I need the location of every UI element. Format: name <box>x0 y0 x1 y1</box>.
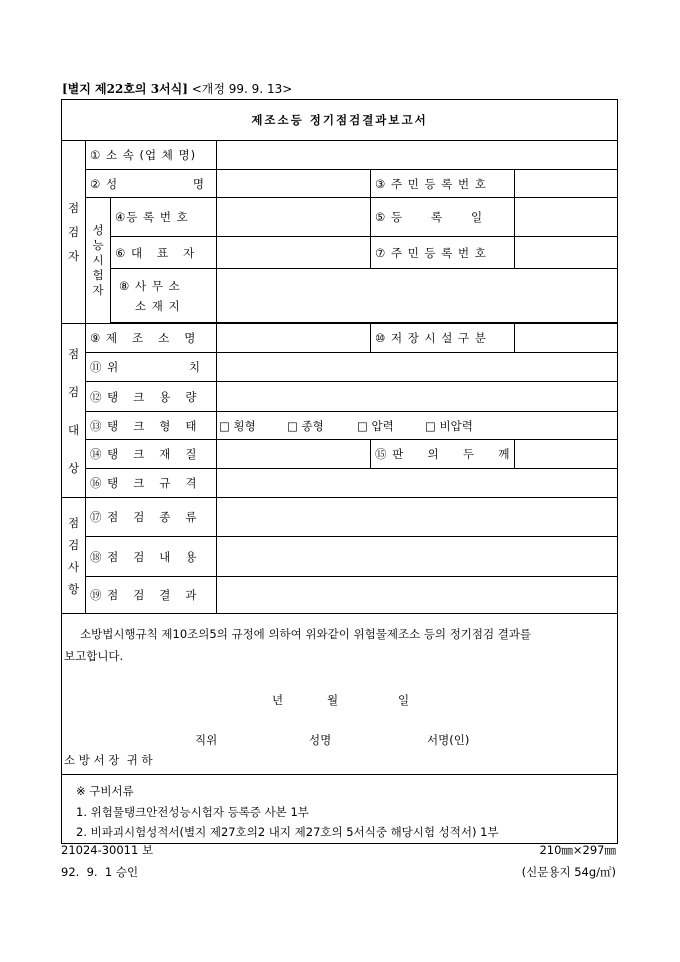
attachment-item-1: 1. 위험물탱크안전성능시험자 등록증 사본 1부 <box>76 805 309 819</box>
attachments-title: ※ 구비서류 <box>76 784 134 798</box>
date-month: 월 <box>327 693 339 707</box>
rep-resident-no-field[interactable] <box>515 237 618 269</box>
checkbox-horizontal[interactable]: □ 횡형 <box>219 418 256 433</box>
affiliation-field[interactable] <box>217 141 618 170</box>
form-number: [별지 제22호의 3서식] <box>62 82 188 96</box>
declaration-block <box>62 614 618 775</box>
paper-size: 210㎜×297㎜ <box>539 843 616 857</box>
form-header <box>62 80 292 97</box>
paper-type: (신문용지 54g/㎡) <box>521 865 616 879</box>
checkbox-pressure[interactable]: □ 압력 <box>357 418 394 433</box>
tank-material-field[interactable] <box>217 440 371 469</box>
resident-no-field[interactable] <box>515 170 618 198</box>
representative-label: ⑥ 대 표 자 <box>111 237 217 269</box>
registration-date-label: ⑤ 등 록 일 <box>371 198 515 237</box>
section-inspection: 점 검 사 항 <box>62 498 86 614</box>
inspection-kind-field[interactable] <box>217 498 618 537</box>
date-year: 년 <box>272 693 284 707</box>
inspection-content-field[interactable] <box>217 537 618 577</box>
registration-date-field[interactable] <box>515 198 618 237</box>
form-title: 제조소등 정기점검결과보고서 <box>62 100 618 141</box>
storage-type-label: ⑩ 저 장 시 설 구 분 <box>371 324 515 353</box>
storage-type-field[interactable] <box>515 324 618 353</box>
tank-capacity-field[interactable] <box>217 382 618 412</box>
location-label: ⑪ 위 치 <box>86 353 217 382</box>
name-field[interactable] <box>217 170 371 198</box>
signer-name-label: 성명 <box>309 733 332 747</box>
resident-no-label: ③ 주 민 등 록 번 호 <box>371 170 515 198</box>
inspection-kind-label: ⑰ 점 검 종 류 <box>86 498 217 537</box>
attachment-item-2: 2. 비파괴시험성적서(별지 제27호의2 내지 제27호의 5서식중 해당시험 성적서) 1부 <box>76 825 499 839</box>
representative-field[interactable] <box>217 237 371 269</box>
plate-thickness-field[interactable] <box>515 440 618 469</box>
office-address-label: ⑧ 사 무 소 소 재 지 <box>111 269 217 323</box>
tank-type-options <box>217 412 618 440</box>
tank-capacity-label: ⑫ 탱 크 용 량 <box>86 382 217 412</box>
tank-spec-label: ⑯ 탱 크 규 격 <box>86 469 217 498</box>
registration-no-label: ④등 록 번 호 <box>111 198 217 237</box>
facility-name-label: ⑨ 제 조 소 명 <box>86 324 217 353</box>
inspection-content-label: ⑱ 점 검 내 용 <box>86 537 217 577</box>
section-tester: 성 능 시 험 자 <box>86 198 111 324</box>
declaration-text-1: 소방법시행규칙 제10조의5의 규정에 의하여 위와같이 위험물제조소 등의 정기점검 결과를 <box>80 627 532 641</box>
section-inspector: 점 검 자 <box>62 141 86 324</box>
checkbox-non-pressure[interactable]: □ 비압력 <box>425 418 473 433</box>
approval-date: 92. 9. 1 승인 <box>61 865 139 879</box>
date-day: 일 <box>398 693 410 707</box>
report-form <box>61 99 618 844</box>
tank-type-label: ⑬ 탱 크 형 태 <box>86 412 217 440</box>
registration-no-field[interactable] <box>217 198 371 237</box>
checkbox-vertical[interactable]: □ 종형 <box>287 418 324 433</box>
position-label: 직위 <box>195 733 218 747</box>
section-target: 점 검 대 상 <box>62 324 86 498</box>
declaration-text-2: 보고합니다. <box>64 649 124 663</box>
signature-label: 서명(인) <box>427 733 470 747</box>
revision-date: <개정 99. 9. 13> <box>191 82 293 96</box>
addressee: 소 방 서 장 귀 하 <box>64 753 153 767</box>
tank-spec-field[interactable] <box>217 469 618 498</box>
form-code: 21024-30011 보 <box>61 843 154 857</box>
inspection-result-field[interactable] <box>217 577 618 614</box>
location-field[interactable] <box>217 353 618 382</box>
rep-resident-no-label: ⑦ 주 민 등 록 번 호 <box>371 237 515 269</box>
affiliation-label: ① 소 속 (업 체 명) <box>86 141 217 170</box>
office-address-field[interactable] <box>217 269 618 323</box>
plate-thickness-label: ⑮ 판 의 두 께 <box>371 440 515 469</box>
attachments-block <box>62 775 618 844</box>
facility-name-field[interactable] <box>217 324 371 353</box>
tank-material-label: ⑭ 탱 크 재 질 <box>86 440 217 469</box>
inspection-result-label: ⑲ 점 검 결 과 <box>86 577 217 614</box>
name-label: ② 성 명 <box>86 170 217 198</box>
